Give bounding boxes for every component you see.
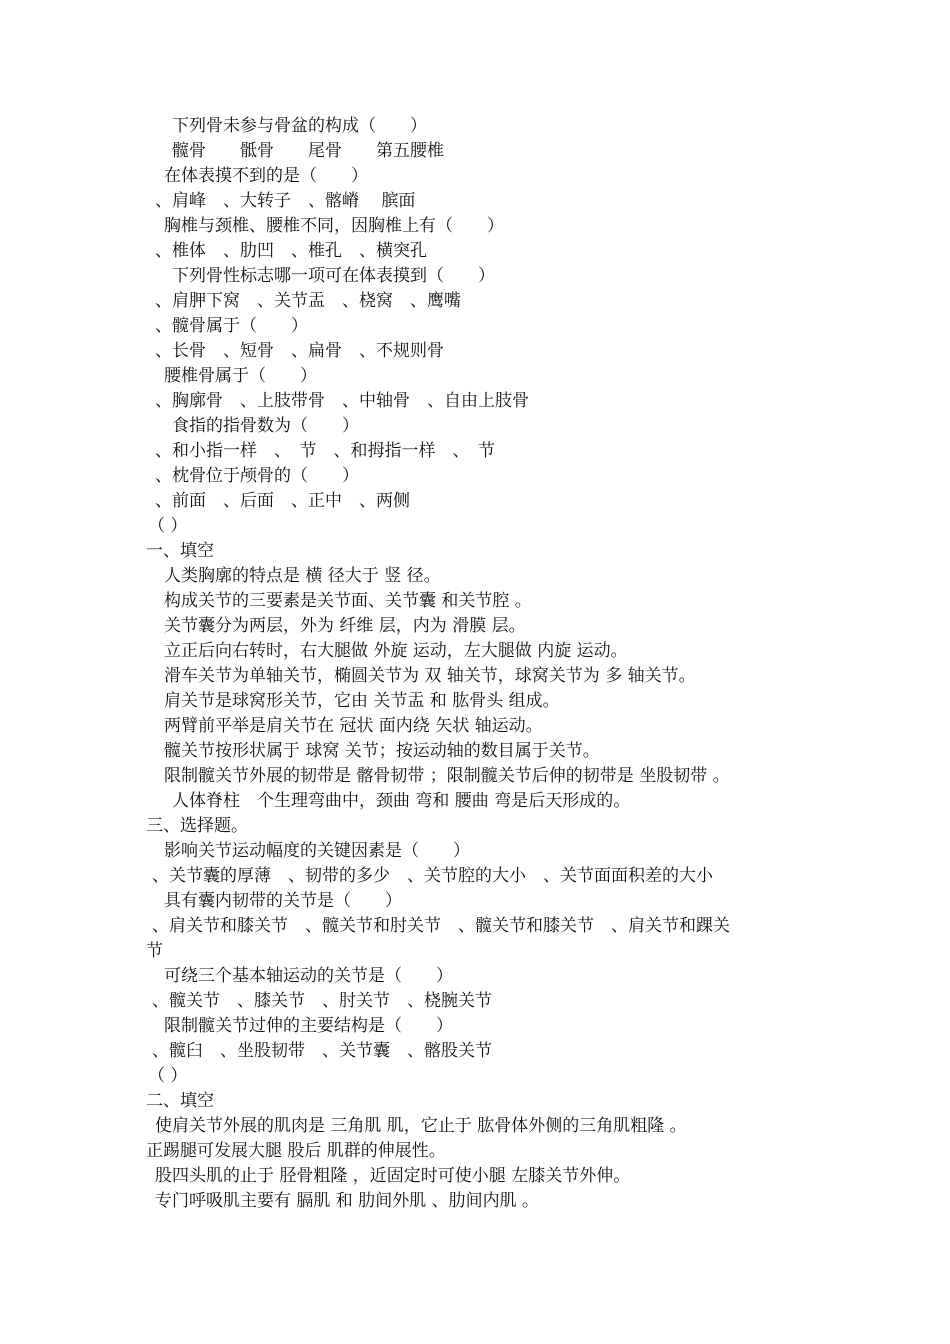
text-line: 食指的指骨数为（ ） xyxy=(172,416,359,436)
text-line: 肩关节是球窝形关节，它由 关节盂 和 肱骨头 组成。 xyxy=(164,691,560,711)
text-line: 限制髋关节外展的韧带是 髂骨韧带 ；限制髋关节后伸的韧带是 坐股韧带 。 xyxy=(164,766,730,786)
text-line: 构成关节的三要素是关节面、关节囊 和关节腔 。 xyxy=(164,591,532,611)
text-line: 下列骨性标志哪一项可在体表摸到（ ） xyxy=(172,266,495,286)
text-line: 具有囊内韧带的关节是（ ） xyxy=(164,891,402,911)
text-line: 两臂前平举是肩关节在 冠状 面内绕 矢状 轴运动。 xyxy=(164,716,543,736)
text-line: 专门呼吸肌主要有 膈肌 和 肋间外肌 、肋间内肌 。 xyxy=(155,1191,540,1211)
text-line: 、和小指一样 、 节 、和拇指一样 、 节 xyxy=(155,441,495,461)
text-line: 髋骨 骶骨 尾骨 第五腰椎 xyxy=(172,141,444,161)
text-line: 可绕三个基本轴运动的关节是（ ） xyxy=(164,966,453,986)
text-line: 、髋骨属于（ ） xyxy=(155,316,308,336)
text-line: 、椎体 、肋凹 、椎孔 、横突孔 xyxy=(155,241,427,261)
text-line: 、髋臼 、坐股韧带 、关节囊 、髂股关节 xyxy=(152,1041,492,1061)
text-line: 、胸廓骨 、上肢带骨 、中轴骨 、自由上肢骨 xyxy=(155,391,529,411)
section-heading: 二、填空 xyxy=(146,1091,214,1111)
text-line: 髋关节按形状属于 球窝 关节；按运动轴的数目属于关节。 xyxy=(164,741,600,761)
text-line: 影响关节运动幅度的关键因素是（ ） xyxy=(164,841,470,861)
text-line: 下列骨未参与骨盆的构成（ ） xyxy=(172,116,427,136)
text-line: 关节囊分为两层，外为 纤维 层，内为 滑膜 层。 xyxy=(164,616,526,636)
section-heading: 三、选择题。 xyxy=(146,816,248,836)
text-line: 使肩关节外展的肌肉是 三角肌 肌，它止于 肱骨体外侧的三角肌粗隆 。 xyxy=(155,1116,687,1136)
text-line: 滑车关节为单轴关节，椭圆关节为 双 轴关节，球窝关节为 多 轴关节。 xyxy=(164,666,696,686)
text-line: （ ） xyxy=(148,516,188,536)
text-line: 、肩关节和膝关节 、髋关节和肘关节 、髋关节和膝关节 、肩关节和踝关 xyxy=(152,916,730,936)
text-line: 股四头肌的止于 胫骨粗隆 ，近固定时可使小腿 左膝关节外伸。 xyxy=(155,1166,631,1186)
text-line: 限制髋关节过伸的主要结构是（ ） xyxy=(164,1016,453,1036)
text-line: 、长骨 、短骨 、扁骨 、不规则骨 xyxy=(155,341,444,361)
text-line: （ ） xyxy=(148,1066,188,1086)
section-heading: 一、填空 xyxy=(146,541,214,561)
text-line: 人体脊柱 个生理弯曲中，颈曲 弯和 腰曲 弯是后天形成的。 xyxy=(172,791,631,811)
text-line: 、前面 、后面 、正中 、两侧 xyxy=(155,491,410,511)
text-line: 、肩峰 、大转子 、髂嵴 膑面 xyxy=(155,191,416,211)
text-line: 腰椎骨属于（ ） xyxy=(164,366,317,386)
text-line: 在体表摸不到的是（ ） xyxy=(164,166,368,186)
text-line: 节 xyxy=(146,941,163,961)
text-line: 、枕骨位于颅骨的（ ） xyxy=(155,466,359,486)
text-line: 正踢腿可发展大腿 股后 肌群的伸展性。 xyxy=(146,1141,446,1161)
text-line: 、髋关节 、膝关节 、肘关节 、桡腕关节 xyxy=(152,991,492,1011)
text-line: 人类胸廓的特点是 横 径大于 竖 径。 xyxy=(164,566,441,586)
text-line: 、关节囊的厚薄 、韧带的多少 、关节腔的大小 、关节面面积差的大小 xyxy=(152,866,713,886)
text-line: 胸椎与颈椎、腰椎不同，因胸椎上有（ ） xyxy=(164,216,504,236)
text-line: 、肩胛下窝 、关节盂 、桡窝 、鹰嘴 xyxy=(155,291,461,311)
text-line: 立正后向右转时，右大腿做 外旋 运动，左大腿做 内旋 运动。 xyxy=(164,641,628,661)
